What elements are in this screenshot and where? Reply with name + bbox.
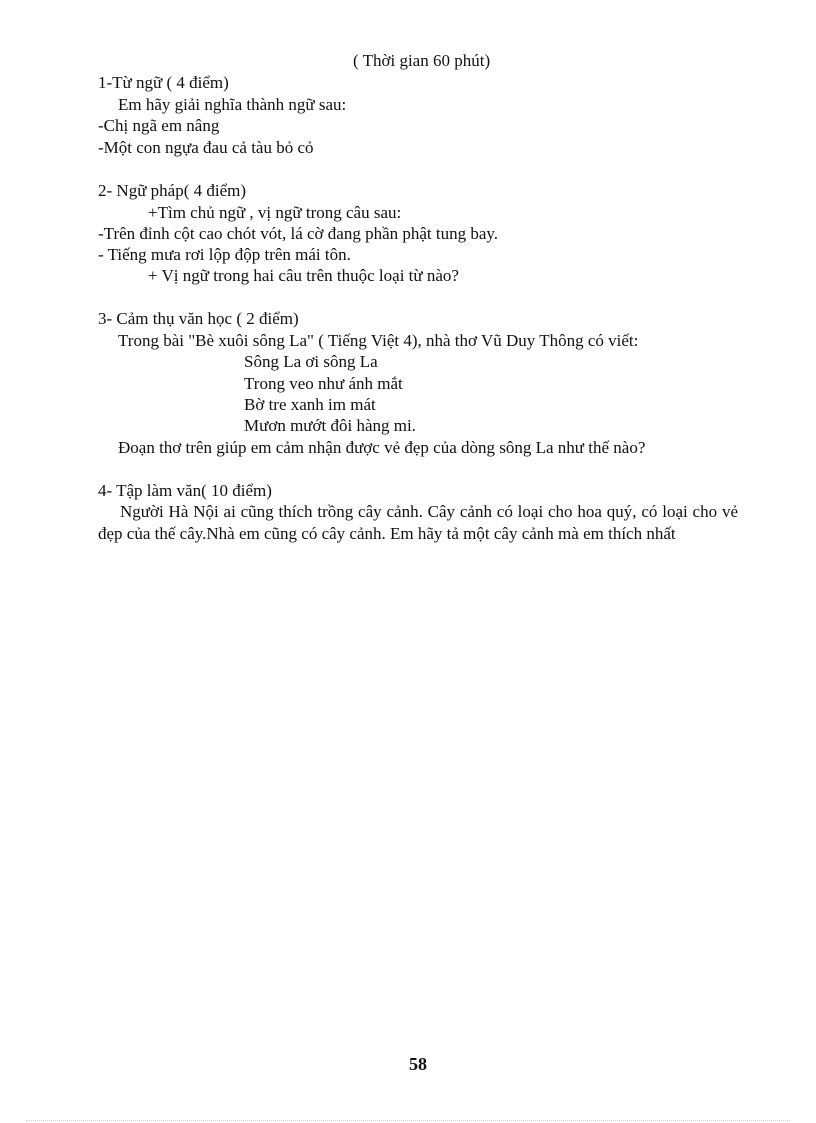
idiom-item: -Chị ngã em nâng <box>98 116 220 135</box>
bottom-divider <box>26 1120 790 1121</box>
time-note: ( Thời gian 60 phút) <box>353 51 491 70</box>
section3-question: Đoạn thơ trên giúp em cảm nhận được vẻ đẹp của dòng sông La như thế nào? <box>118 438 646 457</box>
grammar-sentence: -Trên đỉnh cột cao chót vót, lá cờ đang phần phật tung bay. <box>98 224 499 243</box>
section3-intro: Trong bài "Bè xuôi sông La" ( Tiếng Việt 4), nhà thơ Vũ Duy Thông có viết: <box>118 331 639 350</box>
poem-line: Mươn mướt đôi hàng mi. <box>244 416 416 435</box>
section4-heading: 4- Tập làm văn( 10 điểm) <box>98 481 272 500</box>
section1-heading: 1-Từ ngữ ( 4 điểm) <box>98 73 229 92</box>
section2-task1: +Tìm chủ ngữ , vị ngữ trong câu sau: <box>148 203 402 222</box>
poem-line: Sông La ơi sông La <box>244 352 378 371</box>
section1-prompt: Em hãy giải nghĩa thành ngữ sau: <box>118 95 347 114</box>
poem-line: Trong veo như ánh mắt <box>244 374 403 393</box>
poem-line: Bờ tre xanh im mát <box>244 395 376 414</box>
section2-heading: 2- Ngữ pháp( 4 điểm) <box>98 181 247 200</box>
page-number: 58 <box>409 1054 427 1074</box>
section4-body: Người Hà Nội ai cũng thích trồng cây cảnh. Cây cảnh có loại cho hoa quý, có loại cho vẻ đẹp của thế cây.Nhà em cũng có cây cảnh. Em hãy tả một cây cảnh mà em thích nhất <box>98 502 738 543</box>
section2-task2: + Vị ngữ trong hai câu trên thuộc loại từ nào? <box>148 266 459 285</box>
grammar-sentence: - Tiếng mưa rơi lộp độp trên mái tôn. <box>98 245 351 264</box>
section3-heading: 3- Cảm thụ văn học ( 2 điểm) <box>98 309 299 328</box>
idiom-item: -Một con ngựa đau cả tàu bỏ cỏ <box>98 138 314 157</box>
